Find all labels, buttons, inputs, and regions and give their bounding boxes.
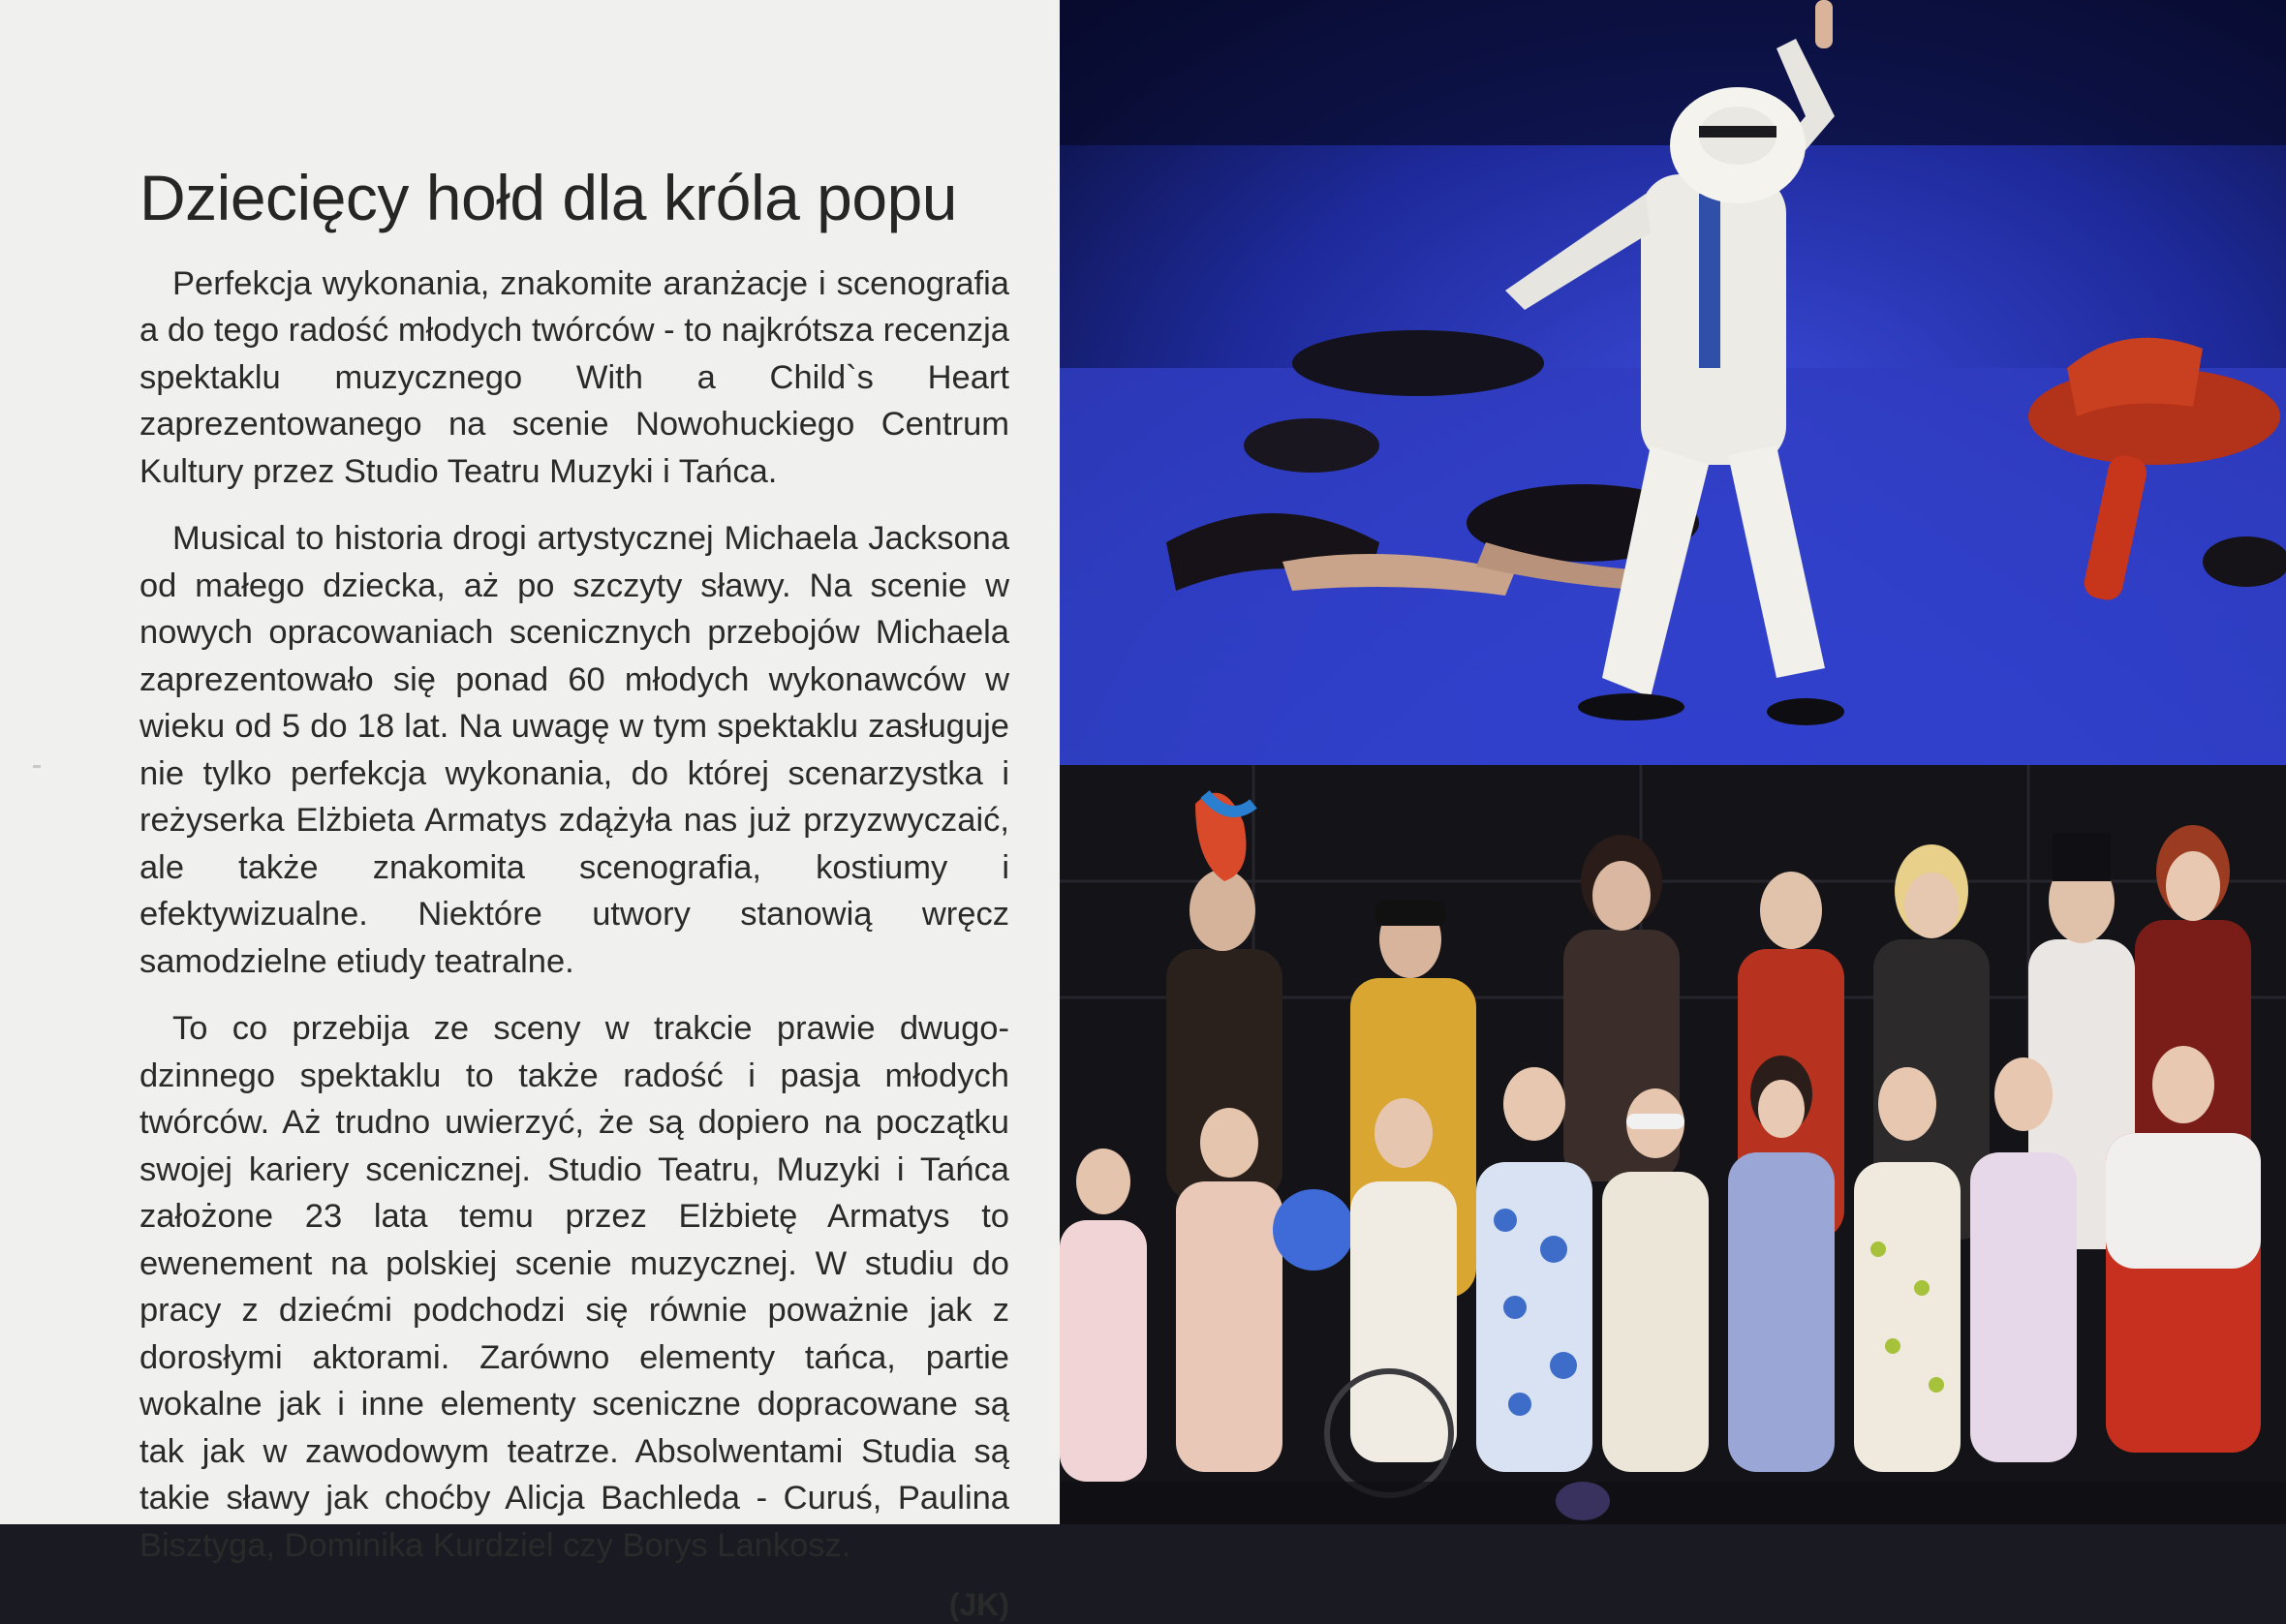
article-title: Dziecięcy hołd dla króla popu (139, 162, 957, 233)
author-signature: (JK) (948, 1587, 1009, 1623)
children-group-photo (1060, 765, 2286, 1524)
page-edge-mark (33, 765, 41, 768)
article-column (0, 0, 1060, 1623)
article-paragraph-2: Musical to historia drogi artystycznej Michaela Jacksona od małego dziecka, aż po szczyty sławy. Na scenie w nowych opracowaniach scenicznych przebojów Michaela zaprezentowało się ponad 60 młodych wykonawców w wieku od 5 do 18 lat. Na uwagę w tym spektaklu zasługuje nie tylko perfekcja wykonania, do której scenarzystka i reżyserka Elżbieta Armatys zdążyła nas już przyzwyczaić, ale także znakomita scenografia, kostiumy i efektywizualne. Niektóre utwory stanowią wręcz samodzielne etiudy teatralne. (139, 520, 1009, 980)
article-paragraph-1: Perfekcja wykonania, znakomite aranżacje i scenografia a do tego radość młodych twórców - to najkrótsza recenzja spektaklu muzycznego With a Child`s Heart zaprezentowanego na scenie Nowohuckiego Centrum Kultury przez Studio Teatru Muzyki i Tańca. (139, 264, 1009, 490)
article-paragraph-3: To co przebija ze sceny w trakcie prawie dwugodzinnego spektaklu to także radość i pasja młodych twórców. Aż trudno uwierzyć, że są dopiero na początku swojej kariery scenicznej. Studio Teatru, Muzyki i Tańca założone 23 lata temu przez Elżbietę Armatys to ewenement na polskiej scenie muzycznej. W studiu do pracy z dziećmi podchodzi się równie poważnie jak z dorosłymi aktorami. Zarówno elementy tańca, partie wokalne jak i inne elementy sceniczne dopracowane są tak jak w zawodowym teatrze. Absolwentami Studia są takie sławy jak choćby Alicja Bachleda - Curuś, Paulina Bisztyga, Dominika Kurdziel czy Borys Lankosz. (139, 1010, 1009, 1564)
dance-performance-photo (1060, 0, 2286, 765)
